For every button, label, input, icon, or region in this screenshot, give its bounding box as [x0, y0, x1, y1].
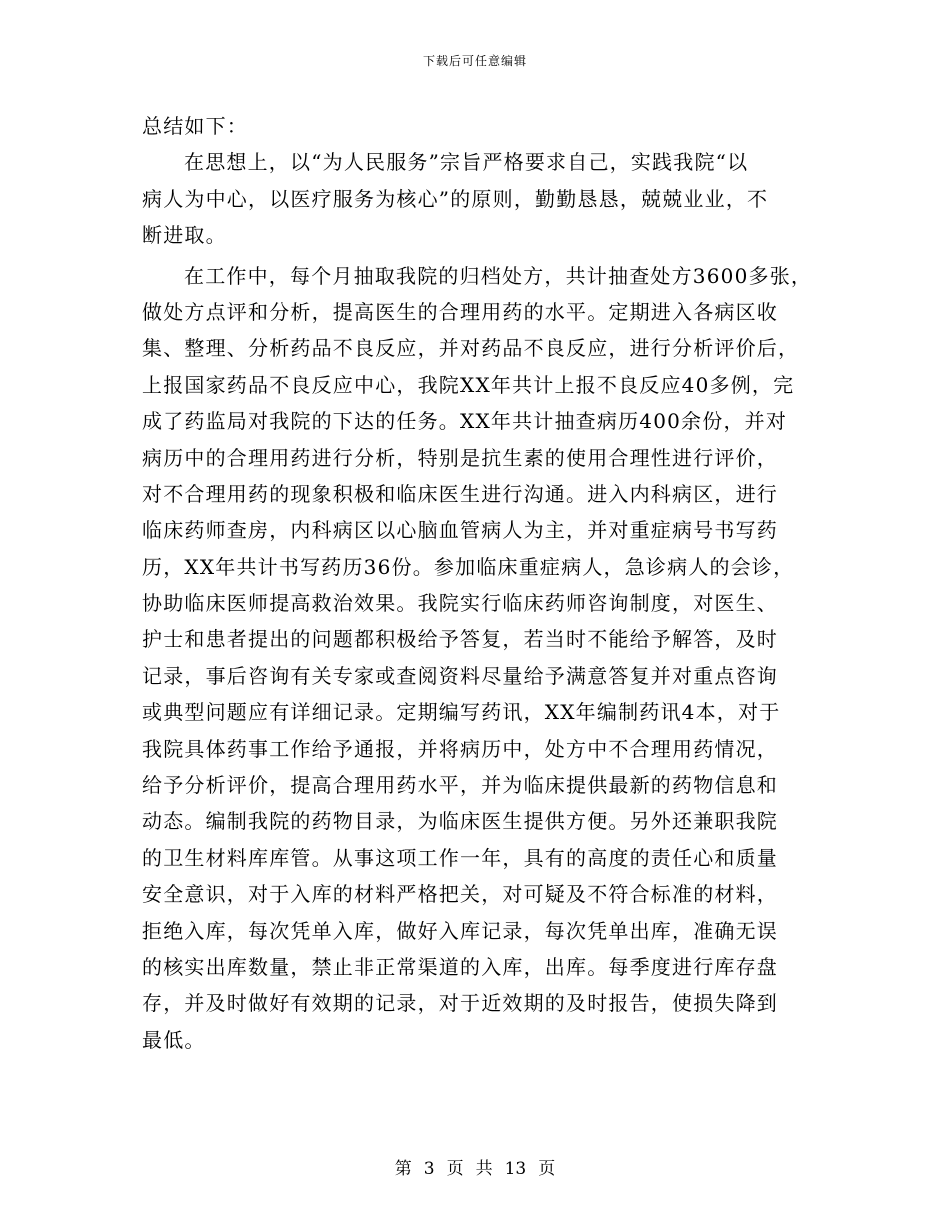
text-line: 断进取。: [142, 223, 227, 248]
current-page-number: 3: [423, 1159, 435, 1179]
text-line: 在思想上，以“为人民服务”宗旨严格要求自己，实践我院“以: [184, 150, 749, 175]
text-line: 对不合理用药的现象积极和临床医生进行沟通。进入内科病区，进行: [142, 481, 778, 506]
text-line: 病历中的合理用药进行分析，特别是抗生素的使用合理性进行评价，: [142, 445, 778, 470]
page-label: 第: [394, 1159, 412, 1179]
page-footer: [0, 1154, 950, 1179]
text-line: 拒绝入库，每次凭单入库，做好入库记录，每次凭单出库，准确无误: [142, 918, 778, 943]
text-line: 的卫生材料库库管。从事这项工作一年，具有的高度的责任心和质量: [142, 845, 778, 870]
text-line: 成了药监局对我院的下达的任务。XX年共计抽查病历400余份，并对: [142, 409, 788, 434]
page-header: 下载后可任意编辑: [422, 54, 527, 68]
text-line: 的核实出库数量，禁止非正常渠道的入库，出库。每季度进行库存盘: [142, 954, 778, 979]
text-line: 动态。编制我院的药物目录，为临床医生提供方便。另外还兼职我院: [142, 809, 778, 834]
text-line: 集、整理、分析药品不良反应，并对药品不良反应，进行分析评价后，: [142, 336, 800, 361]
total-unit-label: 页: [538, 1159, 556, 1179]
text-line: 存，并及时做好有效期的记录，对于近效期的及时报告，使损失降到: [142, 991, 778, 1016]
text-line: 临床药师查房，内科病区以心脑血管病人为主，并对重症病号书写药: [142, 518, 778, 543]
text-line: 安全意识，对于入库的材料严格把关，对可疑及不符合标准的材料，: [142, 882, 778, 907]
text-line: 历，XX年共计书写药历36份。参加临床重症病人，急诊病人的会诊，: [142, 554, 795, 579]
text-line: 给予分析评价，提高合理用药水平，并为临床提供最新的药物信息和: [142, 773, 778, 798]
text-line: 在工作中，每个月抽取我院的归档处方，共计抽查处方3600多张，: [184, 263, 813, 288]
text-line: 最低。: [142, 1027, 206, 1052]
text-line: 我院具体药事工作给予通报，并将病历中，处方中不合理用药情况，: [142, 736, 778, 761]
text-line: 协助临床医师提高救治效果。我院实行临床药师咨询制度，对医生、: [142, 591, 778, 616]
text-line: 病人为中心，以医疗服务为核心”的原则，勤勤恳恳，兢兢业业，不: [142, 186, 769, 211]
total-label: 共: [475, 1159, 493, 1179]
text-line: 记录，事后咨询有关专家或查阅资料尽量给予满意答复并对重点咨询: [142, 663, 778, 688]
text-line: 上报国家药品不良反应中心，我院XX年共计上报不良反应40多例，完: [142, 372, 795, 397]
text-line: 总结如下：: [142, 114, 248, 138]
text-line: 做处方点评和分析，提高医生的合理用药的水平。定期进入各病区收: [142, 299, 778, 324]
page-unit-label: 页: [446, 1159, 464, 1179]
document-body: [142, 108, 814, 1058]
text-line: 或典型问题应有详细记录。定期编写药讯，XX年编制药讯4本，对于: [142, 700, 781, 725]
total-pages-number: 13: [504, 1159, 527, 1179]
text-line: 护士和患者提出的问题都积极给予答复，若当时不能给予解答，及时: [142, 627, 778, 652]
